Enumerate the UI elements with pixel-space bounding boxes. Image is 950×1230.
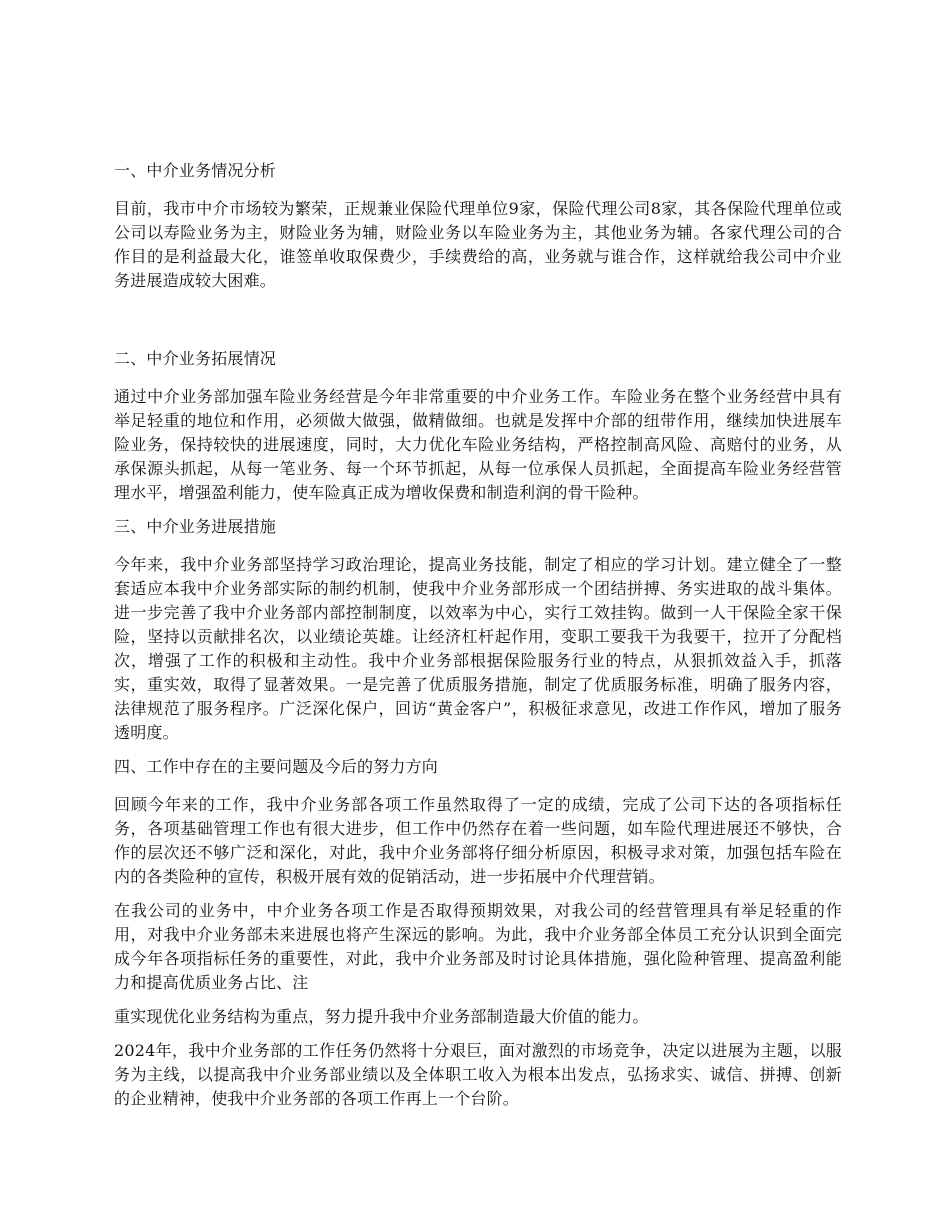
section-2-paragraph-1: 通过中介业务部加强车险业务经营是今年非常重要的中介业务工作。车险业务在整个业务经营中具有举足轻重的地位和作用，必须做大做强，做精做细。也就是发挥中介部的纽带作用，继续加快进展车险业务，保持较快的进展速度，同时，大力优化车险业务结构，严格控制高风险、高赔付的业务，从承保源头抓起，从每一笔业务、每一个环节抓起，从每一位承保人员抓起，全面提高车险业务经营管理水平，增强盈利能力，使车险真正成为增收保费和制造利润的骨干险种。 (114, 387, 842, 502)
section-2-heading: 二、中介业务拓展情况 (114, 349, 277, 368)
section-1-paragraph-1: 目前，我市中介市场较为繁荣，正规兼业保险代理单位9家，保险代理公司8家，其各保险代理单位或公司以寿险业务为主，财险业务为辅，财险业务以车险业务为主，其他业务为辅。各家代理公司的合作目的是利益最大化，谁签单收取保费少，手续费给的高，业务就与谁合作，这样就给我公司中介业务进展造成较大困难。 (114, 199, 842, 290)
section-4-paragraph-4: 2024年，我中介业务部的工作任务仍然将十分艰巨，面对激烈的市场竞争，决定以进展为主题，以服务为主线，以提高我中介业务部业绩以及全体职工收入为根本出发点，弘扬求实、诚信、拼搏、创新的企业精神，使我中介业务部的各项工作再上一个台阶。 (114, 1041, 842, 1108)
section-4-paragraph-2: 在我公司的业务中，中介业务各项工作是否取得预期效果，对我公司的经营管理具有举足轻重的作用，对我中介业务部未来进展也将产生深远的影响。为此，我中介业务部全体员工充分认识到全面完成今年各项指标任务的重要性，对此，我中介业务部及时讨论具体措施，强化险种管理、提高盈利能力和提高优质业务占比、注 (114, 901, 842, 992)
section-3-paragraph-1: 今年来，我中介业务部坚持学习政治理论，提高业务技能，制定了相应的学习计划。建立健全了一整套适应本我中介业务部实际的制约机制，使我中介业务部形成一个团结拼搏、务实进取的战斗集体。进一步完善了我中介业务部内部控制制度，以效率为中心，实行工效挂钩。做到一人干保险全家干保险，坚持以贡献排名次，以业绩论英雄。让经济杠杆起作用，变职工要我干为我要干，拉开了分配档次，增强了工作的积极和主动性。我中介业务部根据保险服务行业的特点，从狠抓效益入手，抓落实，重实效，取得了显著效果。一是完善了优质服务措施，制定了优质服务标准，明确了服务内容，法律规范了服务程序。广泛深化保户，回访“黄金客户”，积极征求意见，改进工作作风，增加了服务透明度。 (114, 555, 842, 742)
section-4-heading: 四、工作中存在的主要问题及今后的努力方向 (114, 757, 439, 776)
section-spacer (114, 303, 842, 347)
section-3-heading: 三、中介业务进展措施 (114, 517, 277, 536)
section-4-paragraph-1: 回顾今年来的工作，我中介业务部各项工作虽然取得了一定的成绩，完成了公司下达的各项指标任务，各项基础管理工作也有很大进步，但工作中仍然存在着一些问题，如车险代理进展还不够快，合作的层次还不够广泛和深化，对此，我中介业务部将仔细分析原因，积极寻求对策，加强包括车险在内的各类险种的宣传，积极开展有效的促销活动，进一步拓展中介代理营销。 (114, 795, 842, 886)
document-page (114, 159, 842, 1121)
section-1-heading: 一、中介业务情况分析 (114, 161, 277, 180)
section-4-paragraph-3: 重实现优化业务结构为重点，努力提升我中介业务部制造最大价值的能力。 (114, 1007, 649, 1026)
